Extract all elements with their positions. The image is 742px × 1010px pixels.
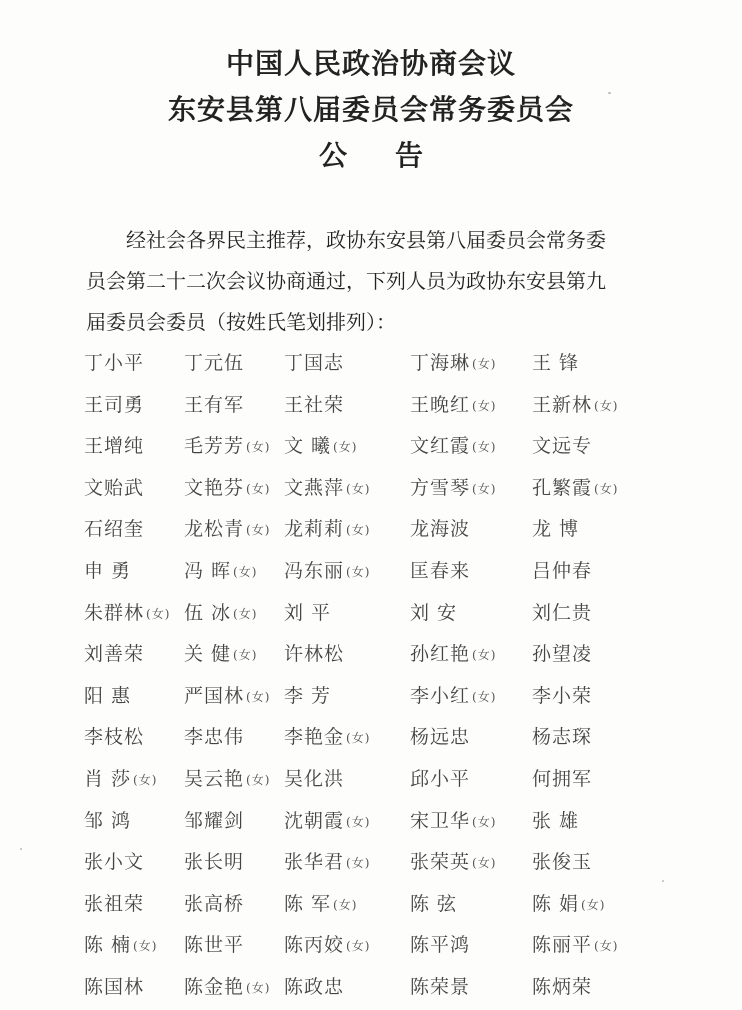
- member-name-text: 张荣英: [410, 851, 471, 874]
- member-name: [284, 431, 357, 458]
- member-name-text: 文艳芬: [184, 476, 245, 499]
- female-mark: (女): [333, 897, 358, 912]
- female-mark: (女): [581, 897, 606, 912]
- member-name-text: 张长明: [184, 851, 245, 874]
- member-name: [184, 889, 244, 916]
- member-name: [84, 348, 144, 375]
- member-name: [284, 514, 370, 541]
- member-name-text: 张祖荣: [84, 892, 145, 915]
- member-name: [184, 847, 244, 874]
- member-name: [532, 764, 592, 791]
- member-name-text: 张小文: [84, 851, 145, 874]
- name-row: [84, 635, 704, 677]
- member-name: [284, 556, 370, 583]
- member-name-text: 龙莉莉: [284, 518, 345, 541]
- member-name-text: 吴云艳: [184, 767, 245, 790]
- female-mark: (女): [133, 772, 158, 787]
- member-name: [84, 556, 131, 583]
- member-name: [532, 348, 579, 375]
- member-name: [410, 681, 496, 708]
- member-name-text: 陈荣景: [410, 975, 471, 998]
- female-mark: (女): [346, 481, 371, 496]
- member-name-text: 李小红: [410, 684, 471, 707]
- female-mark: (女): [472, 814, 497, 829]
- member-name: [84, 431, 144, 458]
- female-mark: (女): [472, 648, 497, 663]
- member-name-text: 陈 娟: [532, 892, 580, 915]
- member-name: [84, 639, 144, 666]
- member-name-text: 陈国林: [84, 975, 145, 998]
- member-name: [184, 930, 244, 957]
- member-name-text: 杨志琛: [532, 726, 593, 749]
- name-row: [84, 552, 704, 594]
- member-name-text: 许林松: [284, 643, 345, 666]
- female-mark: (女): [233, 648, 258, 663]
- member-name: [410, 722, 470, 749]
- member-name: [284, 390, 344, 417]
- name-row: [84, 718, 704, 760]
- member-name-text: 邱小平: [410, 767, 471, 790]
- female-mark: (女): [246, 689, 271, 704]
- member-name-text: 宋卫华: [410, 809, 471, 832]
- member-name: [532, 514, 579, 541]
- member-name-list: [84, 344, 704, 1010]
- name-row: [84, 469, 704, 511]
- member-name: [84, 972, 144, 999]
- member-name-text: 严国林: [184, 684, 245, 707]
- female-mark: (女): [146, 606, 171, 621]
- member-name-text: 李 芳: [284, 684, 332, 707]
- member-name: [284, 639, 344, 666]
- female-mark: (女): [346, 939, 371, 954]
- member-name-text: 文红霞: [410, 435, 471, 458]
- name-row: [84, 594, 704, 636]
- member-name-text: 文贻武: [84, 476, 145, 499]
- member-name-text: 陈政忠: [284, 975, 345, 998]
- member-name-text: 关 健: [184, 643, 232, 666]
- member-name-text: 刘 安: [410, 601, 458, 624]
- member-name-text: 文远专: [532, 435, 593, 458]
- paragraph-line-2: 员会第二十二次会议协商通过，下列人员为政协东安县第九: [86, 269, 606, 293]
- member-name-text: 陈 楠: [84, 934, 132, 957]
- member-name: [532, 556, 592, 583]
- member-name: [84, 390, 144, 417]
- member-name-text: 肖 莎: [84, 767, 132, 790]
- female-mark: (女): [472, 440, 497, 455]
- female-mark: (女): [246, 772, 271, 787]
- member-name-text: 吕仲春: [532, 559, 593, 582]
- member-name: [532, 806, 579, 833]
- member-name-text: 刘 平: [284, 601, 332, 624]
- member-name-text: 王晚红: [410, 393, 471, 416]
- female-mark: (女): [233, 564, 258, 579]
- member-name-text: 杨远忠: [410, 726, 471, 749]
- female-mark: (女): [246, 523, 271, 538]
- member-name: [184, 348, 244, 375]
- member-name-text: 丁小平: [84, 352, 145, 374]
- member-name: [410, 473, 496, 500]
- member-name-text: 李枝松: [84, 726, 145, 749]
- member-name: [532, 390, 618, 417]
- name-row: [84, 510, 704, 552]
- member-name: [184, 722, 244, 749]
- member-name: [410, 930, 470, 957]
- member-name: [532, 431, 592, 458]
- member-name-text: 刘仁贵: [532, 601, 593, 624]
- member-name: [84, 889, 144, 916]
- member-name-text: 王新林: [532, 393, 593, 416]
- member-name-text: 陈丙姣: [284, 934, 345, 957]
- member-name: [184, 390, 244, 417]
- member-name: [532, 473, 618, 500]
- member-name-text: 阳 惠: [84, 684, 132, 707]
- member-name-text: 文 曦: [284, 435, 332, 458]
- member-name-text: 王增纯: [84, 435, 145, 458]
- member-name-text: 陈平鸿: [410, 934, 471, 957]
- member-name-text: 刘善荣: [84, 643, 145, 666]
- member-name-text: 邹 鸿: [84, 809, 132, 832]
- member-name: [410, 889, 457, 916]
- member-name-text: 龙 博: [532, 518, 580, 541]
- member-name: [84, 722, 144, 749]
- member-name-text: 陈金艳: [184, 975, 245, 998]
- member-name-text: 文燕萍: [284, 476, 345, 499]
- name-row: [84, 427, 704, 469]
- header-line-1: 中国人民政治协商会议: [225, 47, 516, 80]
- member-name: [184, 556, 257, 583]
- name-row: [84, 760, 704, 802]
- member-name-text: 陈 军: [284, 892, 332, 915]
- member-name: [84, 598, 170, 625]
- member-name-text: 李小荣: [532, 684, 593, 707]
- name-row: [84, 926, 704, 968]
- female-mark: (女): [594, 398, 619, 413]
- member-name-text: 吴化洪: [284, 767, 345, 790]
- member-name-text: 丁海琳: [410, 352, 471, 374]
- member-name: [184, 431, 270, 458]
- member-name-text: 冯东丽: [284, 559, 345, 582]
- member-name-text: 伍 冰: [184, 601, 232, 624]
- female-mark: (女): [472, 481, 497, 496]
- female-mark: (女): [472, 856, 497, 871]
- female-mark: (女): [246, 980, 271, 995]
- member-name: [284, 930, 370, 957]
- member-name: [84, 473, 144, 500]
- name-row: [84, 344, 704, 386]
- member-name-text: 朱群林: [84, 601, 145, 624]
- member-name-text: 孙红艳: [410, 643, 471, 666]
- member-name-text: 冯 晖: [184, 559, 232, 582]
- member-name: [532, 722, 592, 749]
- member-name-text: 陈世平: [184, 934, 245, 957]
- member-name-text: 孙望凌: [532, 643, 593, 666]
- name-row: [84, 968, 704, 1010]
- female-mark: (女): [346, 523, 371, 538]
- member-name: [84, 681, 131, 708]
- member-name-text: 龙海波: [410, 518, 471, 541]
- member-name-text: 王有军: [184, 393, 245, 416]
- member-name: [284, 473, 370, 500]
- member-name: [532, 639, 592, 666]
- female-mark: (女): [246, 481, 271, 496]
- member-name-text: 陈 弦: [410, 892, 458, 915]
- member-name: [84, 806, 131, 833]
- female-mark: (女): [346, 814, 371, 829]
- member-name-text: 李忠伟: [184, 726, 245, 749]
- member-name-text: 龙松青: [184, 518, 245, 541]
- member-name: [84, 930, 157, 957]
- member-name-text: 王社荣: [284, 393, 345, 416]
- member-name: [532, 847, 592, 874]
- member-name-text: 申 勇: [84, 559, 132, 582]
- member-name: [284, 889, 357, 916]
- member-name: [284, 348, 344, 375]
- name-row: [84, 843, 704, 885]
- member-name-text: 匡春来: [410, 559, 471, 582]
- member-name-text: 沈朝霞: [284, 809, 345, 832]
- member-name-text: 方雪琴: [410, 476, 471, 499]
- member-name: [284, 722, 370, 749]
- member-name: [184, 806, 244, 833]
- member-name: [410, 390, 496, 417]
- member-name-text: 石绍奎: [84, 518, 145, 541]
- member-name-text: 张高桥: [184, 892, 245, 915]
- member-name-text: 丁国志: [284, 352, 345, 374]
- female-mark: (女): [472, 357, 497, 371]
- name-row: [84, 677, 704, 719]
- member-name-text: 邹耀剑: [184, 809, 245, 832]
- member-name-text: 张华君: [284, 851, 345, 874]
- member-name: [284, 681, 331, 708]
- name-row: [84, 386, 704, 428]
- member-name: [410, 806, 496, 833]
- member-name: [184, 473, 270, 500]
- member-name-text: 丁元伍: [184, 352, 245, 374]
- member-name-text: 孔繁霞: [532, 476, 593, 499]
- member-name: [410, 431, 496, 458]
- member-name: [284, 806, 370, 833]
- female-mark: (女): [594, 481, 619, 496]
- member-name-text: 陈炳荣: [532, 975, 593, 998]
- paragraph-line-3: 届委员会委员（按姓氏笔划排列）：: [86, 310, 396, 334]
- member-name: [84, 764, 157, 791]
- female-mark: (女): [246, 440, 271, 455]
- member-name: [184, 598, 257, 625]
- member-name-text: 陈丽平: [532, 934, 593, 957]
- member-name: [184, 681, 270, 708]
- name-row: [84, 885, 704, 927]
- female-mark: (女): [594, 939, 619, 954]
- female-mark: (女): [346, 731, 371, 746]
- header-line-2: 东安县第八届委员会常务委员会: [167, 93, 574, 126]
- member-name: [184, 639, 257, 666]
- member-name: [410, 514, 470, 541]
- member-name: [184, 514, 270, 541]
- member-name: [284, 764, 344, 791]
- member-name-text: 张俊玉: [532, 851, 593, 874]
- member-name: [410, 847, 496, 874]
- member-name: [84, 514, 144, 541]
- member-name-text: 何拥军: [532, 767, 593, 790]
- female-mark: (女): [233, 606, 258, 621]
- member-name: [410, 556, 470, 583]
- member-name: [410, 598, 457, 625]
- member-name: [532, 889, 605, 916]
- member-name: [184, 764, 270, 791]
- member-name-text: 李艳金: [284, 726, 345, 749]
- member-name: [410, 639, 496, 666]
- member-name: [532, 972, 592, 999]
- name-row: [84, 802, 704, 844]
- member-name: [410, 764, 470, 791]
- paragraph-line-1: 经社会各界民主推荐，政协东安县第八届委员会常务委: [126, 228, 606, 252]
- member-name-text: 张 雄: [532, 809, 580, 832]
- female-mark: (女): [333, 440, 358, 455]
- member-name: [184, 972, 270, 999]
- female-mark: (女): [346, 564, 371, 579]
- female-mark: (女): [346, 856, 371, 871]
- member-name-text: 王 锋: [532, 352, 580, 374]
- female-mark: (女): [472, 398, 497, 413]
- member-name-text: 王司勇: [84, 393, 145, 416]
- member-name: [410, 348, 496, 375]
- member-name: [284, 847, 370, 874]
- member-name-text: 毛芳芳: [184, 435, 245, 458]
- female-mark: (女): [133, 939, 158, 954]
- member-name: [532, 930, 618, 957]
- header-line-3: 公告: [318, 139, 471, 172]
- female-mark: (女): [472, 689, 497, 704]
- member-name: [284, 598, 331, 625]
- member-name: [410, 972, 470, 999]
- announcement-paragraph: [86, 220, 666, 343]
- member-name: [284, 972, 344, 999]
- member-name: [532, 598, 592, 625]
- member-name: [532, 681, 592, 708]
- member-name: [84, 847, 144, 874]
